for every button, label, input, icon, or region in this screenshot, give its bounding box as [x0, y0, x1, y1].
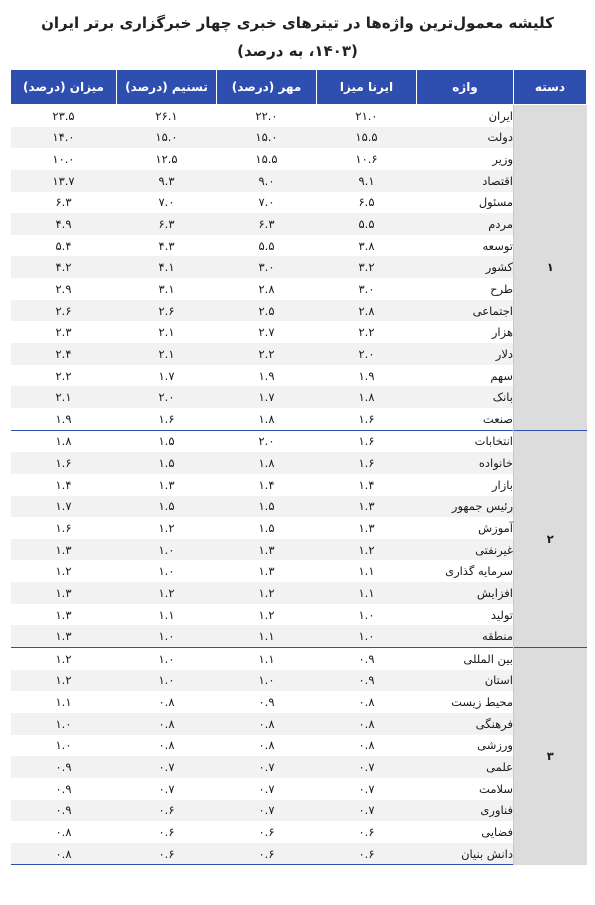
table-row	[11, 648, 587, 670]
word-cell: غیرنفتی	[417, 539, 514, 561]
mizan-cell: ۱.۹	[55, 411, 72, 426]
word-cell: آموزش	[478, 520, 513, 535]
mehr-cell: ۰.۹	[258, 695, 275, 710]
word-cell: دانش بنیان	[417, 843, 514, 865]
tasnim-cell: ۲.۱	[117, 343, 217, 365]
mehr-cell: ۱.۳	[258, 564, 275, 579]
mizan-cell: ۱.۰	[55, 738, 72, 753]
word-frequency-table	[10, 69, 587, 865]
word-cell: رئیس جمهور	[417, 496, 514, 518]
irna-cell: ۱.۰	[358, 607, 375, 622]
mizan-cell: ۱.۲	[11, 648, 117, 670]
group-label: ۳	[514, 648, 587, 865]
irna-cell: ۱.۶	[317, 452, 417, 474]
mizan-cell: ۱.۶	[55, 520, 72, 535]
word-cell: مردم	[417, 213, 514, 235]
irna-cell: ۱.۶	[317, 430, 417, 452]
tasnim-cell: ۱.۰	[117, 670, 217, 692]
word-cell: فضایی	[481, 824, 513, 839]
table-row	[11, 408, 587, 430]
mehr-cell: ۰.۶	[217, 843, 317, 865]
header-irna: ایرنا میزا	[317, 70, 417, 105]
tasnim-cell: ۱.۰	[117, 648, 217, 670]
irna-cell: ۰.۷	[317, 756, 417, 778]
irna-cell: ۱.۶	[358, 411, 375, 426]
word-cell: هزار	[491, 325, 513, 340]
tasnim-cell: ۰.۷	[158, 781, 175, 796]
mizan-cell: ۱.۳	[11, 539, 117, 561]
irna-cell: ۰.۹	[317, 670, 417, 692]
table-row	[11, 800, 587, 822]
mizan-cell: ۱.۱	[55, 695, 72, 710]
table-row	[11, 256, 587, 278]
tasnim-cell: ۲۶.۱	[117, 105, 217, 127]
irna-cell: ۱.۱	[317, 582, 417, 604]
tasnim-cell: ۱.۱	[158, 607, 175, 622]
mehr-cell: ۱.۷	[217, 386, 317, 408]
table-row	[11, 386, 587, 408]
table-row	[11, 235, 587, 257]
tasnim-cell: ۳.۱	[158, 281, 175, 296]
word-cell: دلار	[417, 343, 514, 365]
irna-cell: ۰.۸	[317, 713, 417, 735]
tasnim-cell: ۱.۰	[158, 564, 175, 579]
mizan-cell: ۲.۶	[11, 300, 117, 322]
tasnim-cell: ۲.۱	[158, 325, 175, 340]
word-cell: فرهنگی	[417, 713, 514, 735]
tasnim-cell: ۲.۶	[117, 300, 217, 322]
table-row	[11, 625, 587, 647]
irna-cell: ۹.۱	[317, 170, 417, 192]
mizan-cell: ۱.۳	[11, 582, 117, 604]
table-row	[11, 127, 587, 149]
word-cell: افزایش	[417, 582, 514, 604]
tasnim-cell: ۱.۵	[117, 430, 217, 452]
mizan-cell: ۱.۳	[55, 607, 72, 622]
mehr-cell: ۰.۷	[217, 800, 317, 822]
word-cell: سرمایه گذاری	[445, 564, 513, 579]
mizan-cell: ۱۴.۰	[11, 127, 117, 149]
mizan-cell: ۰.۹	[55, 781, 72, 796]
mizan-cell: ۲.۱	[11, 386, 117, 408]
irna-cell: ۰.۹	[317, 648, 417, 670]
table-row	[11, 713, 587, 735]
mehr-cell: ۰.۷	[217, 756, 317, 778]
mehr-cell: ۱.۰	[217, 670, 317, 692]
mehr-cell: ۰.۶	[258, 824, 275, 839]
mehr-cell: ۲.۲	[217, 343, 317, 365]
word-cell: منطقه	[417, 625, 514, 647]
mehr-cell: ۱.۳	[217, 539, 317, 561]
mizan-cell: ۲.۹	[55, 281, 72, 296]
header-mehr: مهر (درصد)	[217, 70, 317, 105]
mizan-cell: ۰.۹	[11, 756, 117, 778]
tasnim-cell: ۱.۶	[158, 411, 175, 426]
word-cell: ایران	[417, 105, 514, 127]
table-row	[11, 756, 587, 778]
irna-cell: ۱.۳	[358, 520, 375, 535]
table-row	[11, 170, 587, 192]
word-cell: بین المللی	[417, 648, 514, 670]
mizan-cell: ۱۰.۰	[52, 152, 75, 167]
tasnim-cell: ۱.۰	[117, 539, 217, 561]
table-row	[11, 778, 587, 800]
table-row	[11, 148, 587, 170]
table-row	[11, 582, 587, 604]
table-row	[11, 343, 587, 365]
mehr-cell: ۳.۰	[217, 256, 317, 278]
mizan-cell: ۶.۳	[55, 195, 72, 210]
mizan-cell: ۱.۴	[55, 477, 72, 492]
table-row	[11, 192, 587, 214]
tasnim-cell: ۴.۱	[117, 256, 217, 278]
tasnim-cell: ۰.۶	[117, 800, 217, 822]
table-row	[11, 691, 587, 713]
mehr-cell: ۱.۲	[217, 582, 317, 604]
irna-cell: ۰.۶	[317, 843, 417, 865]
mehr-cell: ۱.۲	[258, 607, 275, 622]
mehr-cell: ۲.۸	[258, 281, 275, 296]
table-row	[11, 365, 587, 387]
table-row	[11, 735, 587, 757]
word-cell: صنعت	[482, 411, 513, 426]
mizan-cell: ۰.۹	[11, 800, 117, 822]
tasnim-cell: ۹.۳	[117, 170, 217, 192]
tasnim-cell: ۶.۳	[117, 213, 217, 235]
irna-cell: ۳.۲	[317, 256, 417, 278]
mehr-cell: ۱.۱	[217, 625, 317, 647]
tasnim-cell: ۱.۰	[117, 625, 217, 647]
header-tasnim: تسنیم (درصد)	[117, 70, 217, 105]
word-cell: سلامت	[479, 781, 513, 796]
table-row	[11, 105, 587, 127]
irna-cell: ۶.۵	[358, 195, 375, 210]
tasnim-cell: ۲.۰	[117, 386, 217, 408]
mizan-cell: ۱.۶	[11, 452, 117, 474]
mehr-cell: ۰.۸	[217, 713, 317, 735]
mehr-cell: ۱.۱	[217, 648, 317, 670]
mizan-cell: ۲.۳	[55, 325, 72, 340]
table-row	[11, 213, 587, 235]
header-mizan: میزان (درصد)	[11, 70, 117, 105]
mizan-cell: ۵.۴	[55, 238, 72, 253]
mizan-cell: ۲.۴	[11, 343, 117, 365]
table-body	[11, 105, 587, 865]
word-cell: فناوری	[417, 800, 514, 822]
word-cell: بازار	[491, 477, 513, 492]
tasnim-cell: ۱.۵	[117, 496, 217, 518]
irna-cell: ۱.۱	[358, 564, 375, 579]
table-row	[11, 430, 587, 452]
word-cell: کشور	[417, 256, 514, 278]
tasnim-cell: ۱.۵	[117, 452, 217, 474]
tasnim-cell: ۱۵.۰	[117, 127, 217, 149]
mehr-cell: ۱.۵	[217, 496, 317, 518]
irna-cell: ۳.۰	[358, 281, 375, 296]
irna-cell: ۵.۵	[317, 213, 417, 235]
word-cell: طرح	[490, 281, 513, 296]
table-row	[11, 821, 587, 843]
irna-cell: ۲.۸	[317, 300, 417, 322]
irna-cell: ۱۰.۶	[355, 152, 378, 167]
tasnim-cell: ۱.۷	[158, 368, 175, 383]
mehr-cell: ۱.۸	[258, 411, 275, 426]
table-row	[11, 670, 587, 692]
tasnim-cell: ۱.۲	[158, 520, 175, 535]
mehr-cell: ۱۵.۰	[217, 127, 317, 149]
mizan-cell: ۱.۷	[11, 496, 117, 518]
irna-cell: ۰.۸	[358, 738, 375, 753]
irna-cell: ۰.۶	[358, 824, 375, 839]
tasnim-cell: ۰.۶	[158, 824, 175, 839]
irna-cell: ۰.۷	[317, 800, 417, 822]
mehr-cell: ۲.۵	[217, 300, 317, 322]
mehr-cell: ۶.۳	[217, 213, 317, 235]
word-cell: انتخابات	[417, 430, 514, 452]
irna-cell: ۲.۲	[358, 325, 375, 340]
table-row	[11, 321, 587, 343]
mehr-cell: ۱۵.۵	[255, 152, 278, 167]
word-cell: توسعه	[482, 238, 513, 253]
table-row	[11, 278, 587, 300]
page-subtitle: (۱۴۰۳، به درصد)	[237, 42, 358, 60]
tasnim-cell: ۱.۲	[117, 582, 217, 604]
mizan-cell: ۴.۹	[11, 213, 117, 235]
mizan-cell: ۲.۲	[55, 368, 72, 383]
mizan-cell: ۱.۳	[11, 625, 117, 647]
mizan-cell: ۲۳.۵	[11, 105, 117, 127]
word-cell: وزیر	[492, 152, 513, 167]
word-cell: محیط زیست	[451, 695, 513, 710]
tasnim-cell: ۰.۸	[158, 695, 175, 710]
irna-cell: ۱.۰	[317, 625, 417, 647]
tasnim-cell: ۷.۰	[158, 195, 175, 210]
word-cell: سهم	[490, 368, 513, 383]
group-label: ۲	[514, 430, 587, 647]
mehr-cell: ۵.۵	[258, 238, 275, 253]
mizan-cell: ۱.۲	[11, 670, 117, 692]
mizan-cell: ۱۳.۷	[11, 170, 117, 192]
irna-cell: ۳.۸	[358, 238, 375, 253]
mehr-cell: ۰.۷	[258, 781, 275, 796]
irna-cell: ۱۵.۵	[317, 127, 417, 149]
word-cell: اجتماعی	[417, 300, 514, 322]
header-word: واژه	[417, 70, 514, 105]
mehr-cell: ۹.۰	[217, 170, 317, 192]
table-header-row	[11, 70, 587, 105]
table-row	[11, 843, 587, 865]
mehr-cell: ۱.۹	[258, 368, 275, 383]
irna-cell: ۱.۹	[358, 368, 375, 383]
mizan-cell: ۰.۸	[11, 843, 117, 865]
mehr-cell: ۱.۴	[258, 477, 275, 492]
mehr-cell: ۱.۸	[217, 452, 317, 474]
word-cell: اقتصاد	[417, 170, 514, 192]
tasnim-cell: ۰.۶	[117, 843, 217, 865]
table-row	[11, 474, 587, 496]
irna-cell: ۰.۸	[358, 695, 375, 710]
irna-cell: ۱.۲	[317, 539, 417, 561]
mizan-cell: ۱.۲	[55, 564, 72, 579]
word-cell: ورزشی	[477, 738, 513, 753]
irna-cell: ۱.۸	[317, 386, 417, 408]
mizan-cell: ۴.۲	[11, 256, 117, 278]
page-title: کلیشه معمول‌ترین واژه‌ها در تیترهای خبری چهار خبرگزاری برتر ایران	[41, 14, 554, 32]
table-row	[11, 539, 587, 561]
table-row	[11, 452, 587, 474]
table-row	[11, 300, 587, 322]
group-label: ۱	[514, 105, 587, 431]
tasnim-cell: ۰.۸	[117, 713, 217, 735]
mehr-cell: ۰.۸	[258, 738, 275, 753]
irna-cell: ۱.۳	[317, 496, 417, 518]
table-row	[11, 604, 587, 626]
word-cell: خانواده	[417, 452, 514, 474]
tasnim-cell: ۱.۳	[158, 477, 175, 492]
word-cell: علمی	[417, 756, 514, 778]
mehr-cell: ۲.۷	[258, 325, 275, 340]
word-cell: بانک	[417, 386, 514, 408]
mehr-cell: ۱.۵	[258, 520, 275, 535]
word-cell: دولت	[417, 127, 514, 149]
mehr-cell: ۷.۰	[258, 195, 275, 210]
word-cell: استان	[417, 670, 514, 692]
table-row	[11, 560, 587, 582]
table-row	[11, 496, 587, 518]
mizan-cell: ۱.۸	[11, 430, 117, 452]
irna-cell: ۱.۴	[358, 477, 375, 492]
header-group: دسته	[514, 70, 587, 105]
mehr-cell: ۲۲.۰	[217, 105, 317, 127]
irna-cell: ۲.۰	[317, 343, 417, 365]
mizan-cell: ۰.۸	[55, 824, 72, 839]
irna-cell: ۰.۷	[358, 781, 375, 796]
word-cell: مسئول	[478, 195, 513, 210]
tasnim-cell: ۴.۳	[158, 238, 175, 253]
tasnim-cell: ۱۲.۵	[155, 152, 178, 167]
tasnim-cell: ۰.۷	[117, 756, 217, 778]
word-cell: تولید	[490, 607, 513, 622]
table-row	[11, 517, 587, 539]
mehr-cell: ۲.۰	[217, 430, 317, 452]
irna-cell: ۲۱.۰	[317, 105, 417, 127]
tasnim-cell: ۰.۸	[158, 738, 175, 753]
mizan-cell: ۱.۰	[11, 713, 117, 735]
